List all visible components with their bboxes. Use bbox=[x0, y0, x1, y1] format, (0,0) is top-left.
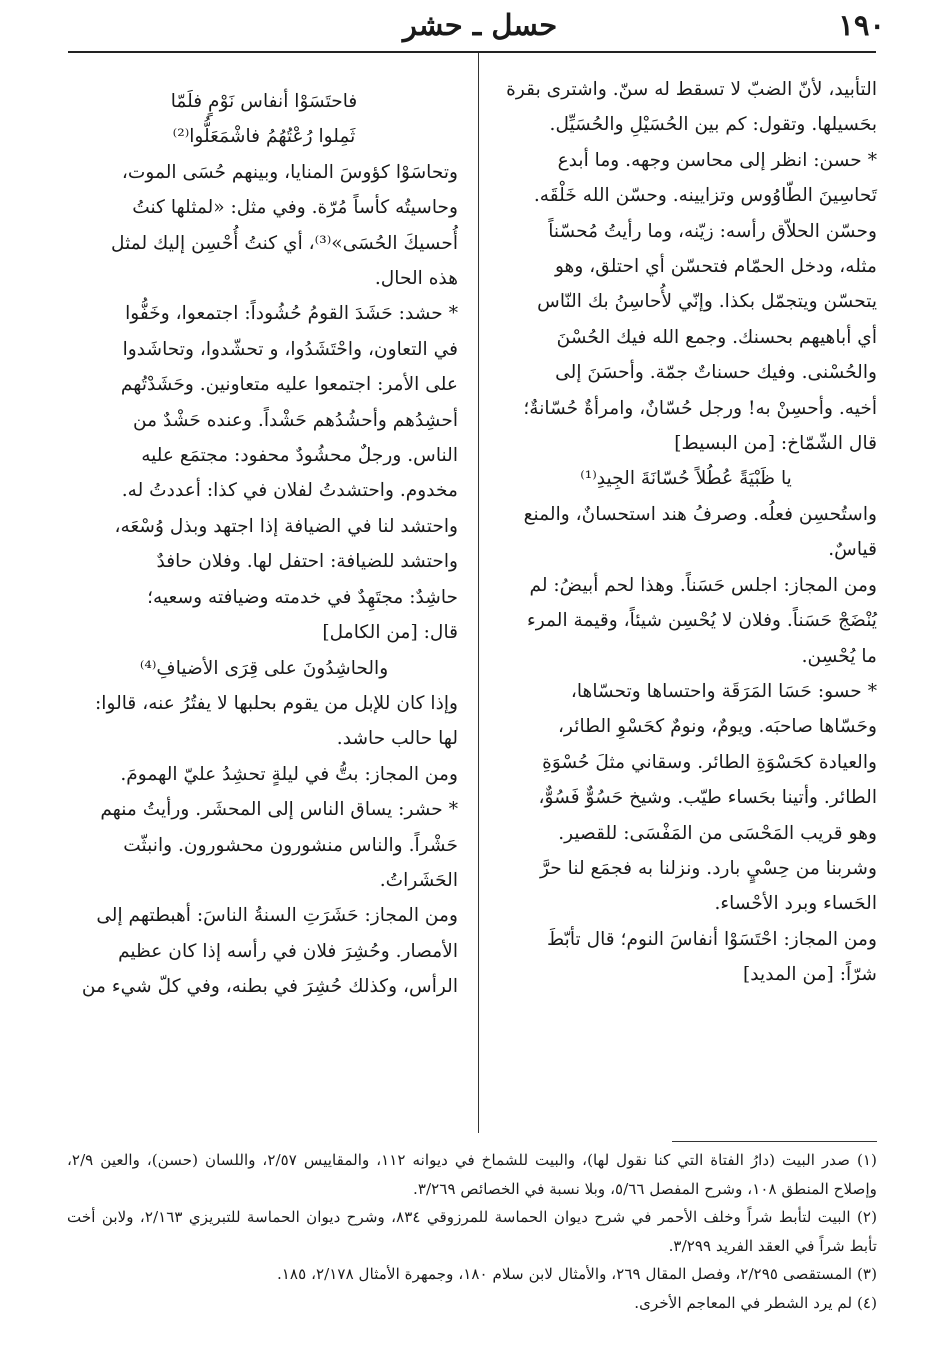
text-line: قال: [من الكامل] bbox=[322, 622, 458, 644]
text-line: وهو قريب المَحْسَى من المَفْسَى: للقصير. bbox=[558, 822, 877, 844]
footnotes bbox=[67, 1146, 877, 1317]
text-line: على الأمر: اجتمعوا عليه متعاونين. وحَشَدْتُهم bbox=[120, 374, 458, 396]
text-line: الأمصار. وحُشِرَ فلان في رأسه إذا كان عظيم bbox=[118, 940, 458, 962]
text-line: قال الشّمّاخ: [من البسيط] bbox=[674, 433, 877, 455]
text-line: والحُسْنى. وفيك حسناتٌ جمّة. وأحسَنَ إلى bbox=[555, 362, 877, 384]
text-line: أخيه. وأحسِنْ به! ورجل حُسّانٌ، وامرأةٌ حُسّانةٌ؛ bbox=[523, 397, 877, 419]
text-line: لها حالب حاشد. bbox=[336, 728, 458, 750]
text-line: بحَسيلها. وتقول: كم بين الحُسَيْلِ والحُسَيِّل. bbox=[549, 114, 877, 136]
text-line: وتحاسَوْا كؤوسَ المنايا، وبينهم حُسَى الموت، bbox=[121, 161, 458, 183]
text-line: ما يُحْسِن. bbox=[801, 645, 877, 667]
text-line: * حشد: حَشَدَ القومُ حُشُوداً: اجتمعوا، وخَفُّوا bbox=[125, 303, 458, 325]
text-line: واحتشد للضيافة: احتفل لها. وفلان حافدٌ bbox=[156, 551, 458, 573]
footnote: (٢) البيت لتأبط شراً وخلف الأحمر في شرح ديوان الحماسة للمرزوقي ٨٣٤، وشرح ديوان الحماسة للتبريزي ٢/١٦٣، ولابن أخت تأبط شراً في العقد الفريد ٣/٢٩٩. bbox=[67, 1208, 877, 1255]
verse-line: يا ظَبْيَةً عُطُلاً حُسّانَةَ الجِيدِ⁽¹⁾ bbox=[580, 468, 792, 490]
text-line: ومن المجاز: احْتَسَوْا أنفاسَ النوم؛ قال تأبّطَ bbox=[547, 928, 877, 950]
text-line: الحَشَراتُ. bbox=[379, 869, 458, 891]
text-line: وحاسيتُه كأساً مُرّة. وفي مثل: «لمثلها كنتُ bbox=[132, 197, 458, 219]
page-number: ١٩٠ bbox=[838, 8, 885, 42]
verse-line: والحاشِدُونَ على قِرَى الأضيافِ⁽⁴⁾ bbox=[139, 657, 389, 679]
text-line: حَشْراً. والناس منشورون محشورون. وانبثّت bbox=[123, 834, 458, 856]
text-line: وإذا كان للإبل من يقوم بحلبها لا يفتُرُ عنه، قالوا: bbox=[95, 692, 458, 714]
text-line: الرأس، وكذلك حُشِرَ في بطنه، وفي كلّ شيء من bbox=[81, 976, 458, 998]
text-line: الحَساء وبرد الأحْساء. bbox=[714, 893, 877, 915]
text-line: حاشِدٌ: مجتَهِدٌ في خدمته وضيافته وسعيه؛ bbox=[147, 586, 458, 608]
text-line: واستُحسِن فعلُه. وصرفُ هند استحسانٌ، والمنع bbox=[523, 503, 877, 525]
text-line: * حشر: يساق الناس إلى المحشَر. ورأيتُ منهم bbox=[100, 799, 458, 821]
text-line: قياسٌ. bbox=[828, 539, 877, 561]
page-title: حسل ـ حشر bbox=[402, 8, 558, 42]
text-line: * حسن: انظر إلى محاسن وجهه. وما أبدع bbox=[557, 149, 877, 171]
text-line: الطائر. وأتينا بحَساء طيّب. وشيخ حَسُوٌّ فَسُوٌّ، bbox=[538, 787, 877, 809]
text-line: ومن المجاز: اجلس حَسَناً. وهذا لحم أبيضُ: لم bbox=[529, 574, 877, 596]
text-line: أُحسيكَ الحُسَى»⁽³⁾، أي كنتُ أُحْسِن إليك لمثل bbox=[111, 232, 458, 254]
text-line: أحشِدُهم وأحشُدُهم حَشْداً. وعنده حَشْدٌ من bbox=[133, 409, 458, 431]
text-line: وحسّن الحلاّق رأسه: زيّنه، وما رأيتُ مُحسّناً bbox=[548, 220, 877, 242]
text-line: وشربنا من حِسْيٍ بارد. ونزلنا به فجمَع لنا حرَّ bbox=[540, 857, 877, 879]
footnote: (٣) المستقصى ٢/٢٩٥، وفصل المقال ٢٦٩، والأمثال لابن سلام ١٨٠، وجمهرة الأمثال ٢/١٧٨، ١٨٥. bbox=[276, 1265, 877, 1283]
text-line: وحَسّاها صاحبَه. ويومٌ، ونومٌ كحَسْوِ الطائر، bbox=[558, 716, 877, 738]
column-divider bbox=[478, 53, 479, 1133]
text-line: يُنْضَجْ حَسَناً. وفلان لا يُحْسِن شيئاً، وقيمة المرء bbox=[527, 610, 877, 632]
text-line: أي أباهيهم بحسنك. وجمع الله فيك الحُسْنَ bbox=[556, 326, 877, 348]
left-column bbox=[70, 84, 458, 1005]
footnote: (٤) لم يرد الشطر في المعاجم الأخرى. bbox=[634, 1293, 877, 1312]
text-line: هذه الحال. bbox=[374, 268, 458, 290]
text-line: في التعاون، واحْتَشَدُوا، و تحشّدوا، وتحاشَدوا bbox=[122, 338, 458, 360]
right-column bbox=[495, 72, 877, 993]
text-line: ومن المجاز: حَشَرَتِ السنةُ الناسَ: أهبطتهم إلى bbox=[96, 905, 458, 927]
text-line: يتحسّن ويتجمّل بكذا. وإنّي لأُحاسِنُ بك النّاس bbox=[537, 291, 877, 313]
text-line: * حسو: حَسَا المَرَقَة واحتساها وتحسّاها، bbox=[570, 680, 877, 702]
text-line: التأبيد، لأنّ الضبّ لا تسقط له سنّ. واشترى بقرة bbox=[506, 79, 877, 100]
text-line: والعيادة كحَسْوَةِ الطائر. وسقاني مثلَ حُسْوَةِ bbox=[542, 751, 877, 773]
text-line: واحتشد لنا في الضيافة إذا اجتهد وبذل وُسْعَه، bbox=[114, 515, 458, 537]
text-line: ومن المجاز: بتُّ في ليلةٍ تحشِدُ عليّ الهمومَ. bbox=[120, 763, 458, 785]
verse-line: فاحتَسَوْا أنفاس نَوْمٍ فلَمّا bbox=[170, 91, 358, 112]
text-line: شرّاً: [من المديد] bbox=[743, 964, 877, 986]
header-divider bbox=[68, 51, 876, 53]
footnote: (١) صدر البيت (دارُ الفتاة التي كنا نقول لها)، والبيت للشماخ في ديوانه ١١٢، والمقاييس ٢/٥٧، واللسان (حسن)، والعين ٢/٩، وإصلاح المنطق ١٠٨، وشرح المفصل ٥/٦٦، وبلا نسبة في الخصائص ٣/٢٦٩. bbox=[67, 1151, 877, 1198]
footnote-divider bbox=[672, 1141, 877, 1142]
text-line: تَحاسِينَ الطّاوُوس وتزايينه. وحسّن الله خَلْقَه. bbox=[533, 185, 877, 207]
text-line: مخدوم. واحتشدتُ لفلان في كذا: أعددتُ له. bbox=[121, 480, 458, 502]
verse-line: ثَمِلوا رُعْتُهُمُ فاشْمَعَلُّوا⁽²⁾ bbox=[172, 126, 356, 148]
text-line: الناس. ورجلٌ محشُودٌ محفود: مجتمَع عليه bbox=[141, 445, 458, 467]
text-line: مثله، ودخل الحمّام فتحسّن أي احتلق، وهو bbox=[554, 256, 877, 278]
